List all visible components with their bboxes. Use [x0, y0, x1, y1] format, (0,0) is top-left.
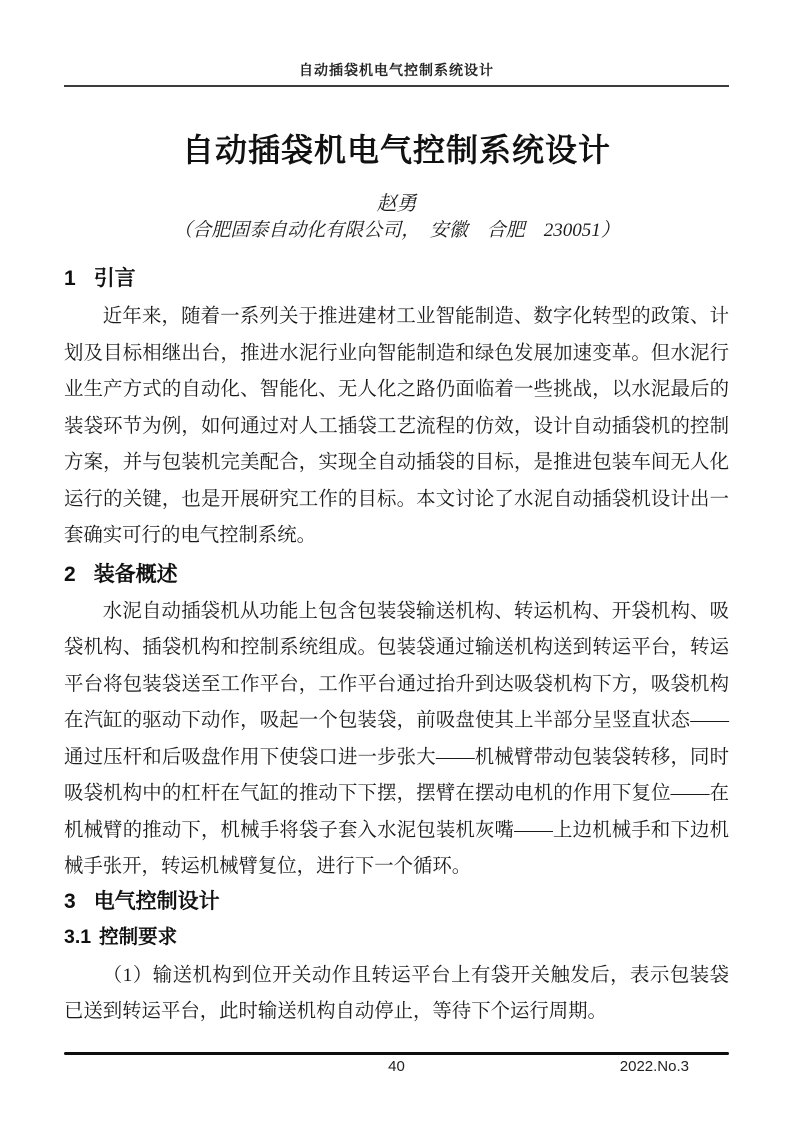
paragraph-control-requirements: （1）输送机构到位开关动作且转运平台上有袋开关触发后，表示包装袋已送到转运平台，此时输送机构自动停止，等待下个运行周期。: [64, 964, 729, 1022]
page-header: [64, 60, 729, 87]
article-title: 自动插袋机电气控制系统设计: [181, 132, 611, 168]
issue-label: 2022.No.3: [619, 1058, 689, 1075]
subsection-title: 控制要求: [99, 925, 178, 948]
running-head-title: 自动插袋机电气控制系统设计: [299, 62, 494, 78]
section-number: 1: [64, 267, 76, 290]
footer-row: [64, 1057, 729, 1079]
article-affiliation: （合肥固泰自动化有限公司， 安徽 合肥 230051）: [173, 220, 620, 241]
article-author: 赵勇: [376, 193, 417, 215]
footer-rule: [64, 1052, 729, 1055]
section-title: 装备概述: [93, 562, 178, 586]
section-heading-introduction: [64, 265, 729, 293]
section-title: 电气控制设计: [93, 889, 220, 913]
section-number: 2: [64, 562, 76, 586]
subsection-number: 3.1: [64, 925, 92, 948]
paragraph-equipment-overview: 水泥自动插袋机从功能上包含包装袋输送机构、转运机构、开袋机构、吸袋机构、插袋机构和控制系统组成。包装袋通过输送机构送到转运平台，转运平台将包装袋送至工作平台，工作平台通过抬升到达吸袋机构下方，吸袋机构在汽缸的驱动下动作，吸起一个包装袋，前吸盘使其上半部分呈竖直状态——通过压杆和后吸盘作用下使袋口进一步张大——机械臂带动包装袋转移，同时吸袋机构中的杠杆在气缸的推动下下摆，摆臂在摆动电机的作用下复位——在机械臂的推动下，机械手将袋子套入水泥包装机灰嘴——上边机械手和下边机械手张开，转运机械臂复位，进行下一个循环。: [64, 600, 729, 877]
paragraph-introduction: 近年来，随着一系列关于推进建材工业智能制造、数字化转型的政策、计划及目标相继出台，推进水泥行业向智能制造和绿色发展加速变革。但水泥行业生产方式的自动化、智能化、无人化之路仍面临着一些挑战，以水泥最后的装袋环节为例，如何通过对人工插袋工艺流程的仿效，设计自动插袋机的控制方案，并与包装机完美配合，实现全自动插袋的目标，是推进包装车间无人化运行的关键，也是开展研究工作的目标。本文讨论了水泥自动插袋机设计出一套确实可行的电气控制系统。: [64, 306, 729, 546]
section-heading-equipment-overview: [64, 561, 729, 589]
section-heading-electrical-control-design: [64, 888, 729, 916]
page-footer: [64, 1052, 729, 1079]
section-number: 3: [64, 889, 76, 913]
subsection-heading-control-requirements: [64, 924, 729, 950]
section-title: 引言: [93, 267, 136, 290]
page-number: 40: [388, 1058, 405, 1075]
